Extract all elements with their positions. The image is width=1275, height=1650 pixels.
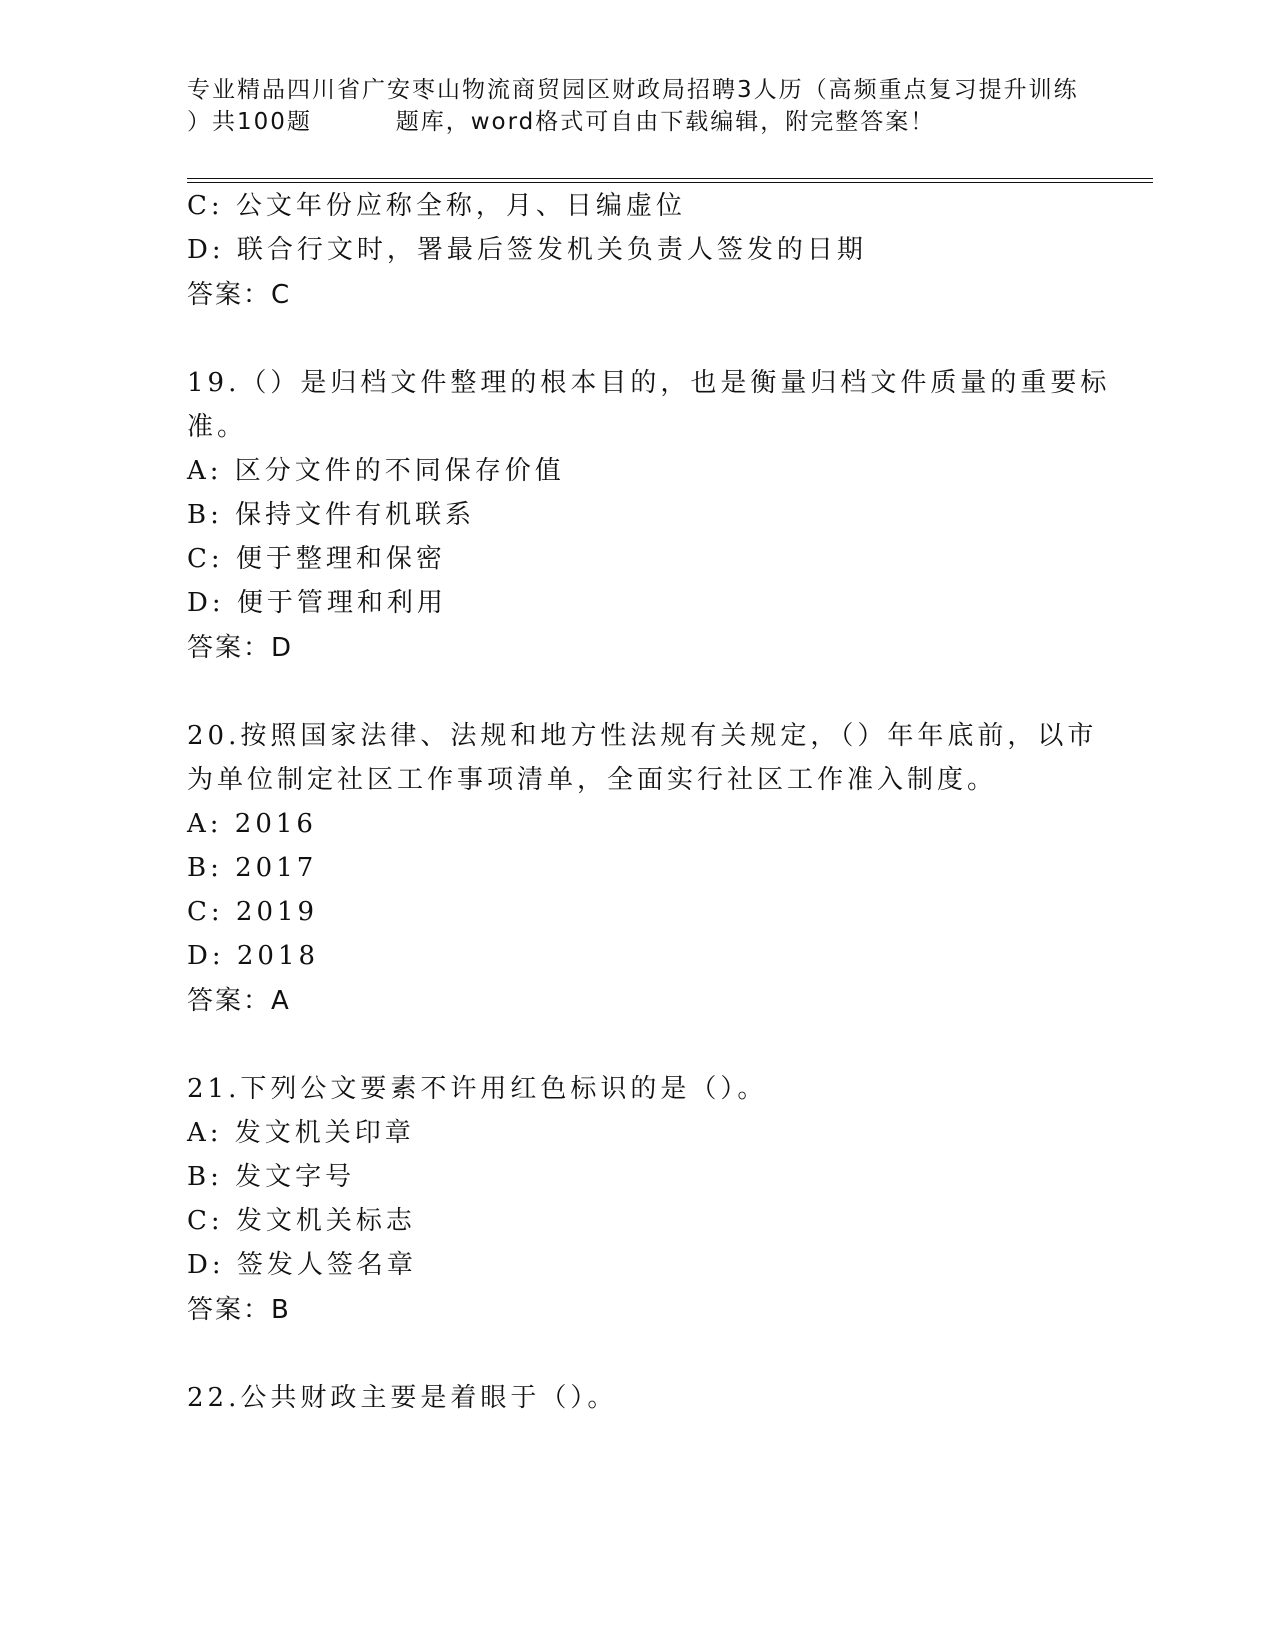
q18-option-c: C: 公文年份应称全称，月、日编虚位: [187, 191, 686, 221]
header-divider-bottom: [187, 182, 1153, 183]
q19-stem-line-2: 准。: [187, 412, 248, 442]
q19-stem-line-1: 19.（）是归档文件整理的根本目的，也是衡量归档文件质量的重要标: [187, 368, 1111, 398]
q21-answer: 答案：B: [187, 1295, 291, 1325]
q21-option-c: C: 发文机关标志: [187, 1206, 416, 1236]
q19-answer: 答案：D: [187, 633, 294, 663]
q21-option-b: B: 发文字号: [187, 1162, 356, 1192]
page-header: [187, 74, 1087, 138]
header-title-line-2: ）共100题 题库，word格式可自由下载编辑，附完整答案！: [187, 109, 936, 135]
q20-stem-line-1: 20.按照国家法律、法规和地方性法规有关规定，（）年年底前，以市: [187, 721, 1098, 751]
q20-option-c: C: 2019: [187, 897, 319, 927]
q19-option-c: C: 便于整理和保密: [187, 544, 446, 574]
q19-option-d: D: 便于管理和利用: [187, 588, 447, 618]
q18-option-d: D: 联合行文时，署最后签发机关负责人签发的日期: [187, 235, 867, 265]
q19-option-b: B: 保持文件有机联系: [187, 500, 476, 530]
header-title-line-1: 专业精品四川省广安枣山物流商贸园区财政局招聘3人历（高频重点复习提升训练: [187, 77, 1079, 103]
header-divider-top: [187, 178, 1153, 179]
q21-option-a: A: 发文机关印章: [187, 1118, 415, 1148]
q19-option-a: A: 区分文件的不同保存价值: [187, 456, 565, 486]
q20-option-d: D: 2018: [187, 941, 320, 971]
q21-option-d: D: 签发人签名章: [187, 1250, 417, 1280]
q20-option-b: B: 2017: [187, 853, 318, 883]
q20-stem-line-2: 为单位制定社区工作事项清单，全面实行社区工作准入制度。: [187, 765, 998, 795]
q21-stem-line-1: 21.下列公文要素不许用红色标识的是（）。: [187, 1074, 768, 1104]
q20-answer: 答案：A: [187, 986, 291, 1016]
q18-answer: 答案：C: [187, 280, 292, 310]
q22-stem-line-1: 22.公共财政主要是着眼于（）。: [187, 1383, 618, 1413]
q20-option-a: A: 2016: [187, 809, 317, 839]
